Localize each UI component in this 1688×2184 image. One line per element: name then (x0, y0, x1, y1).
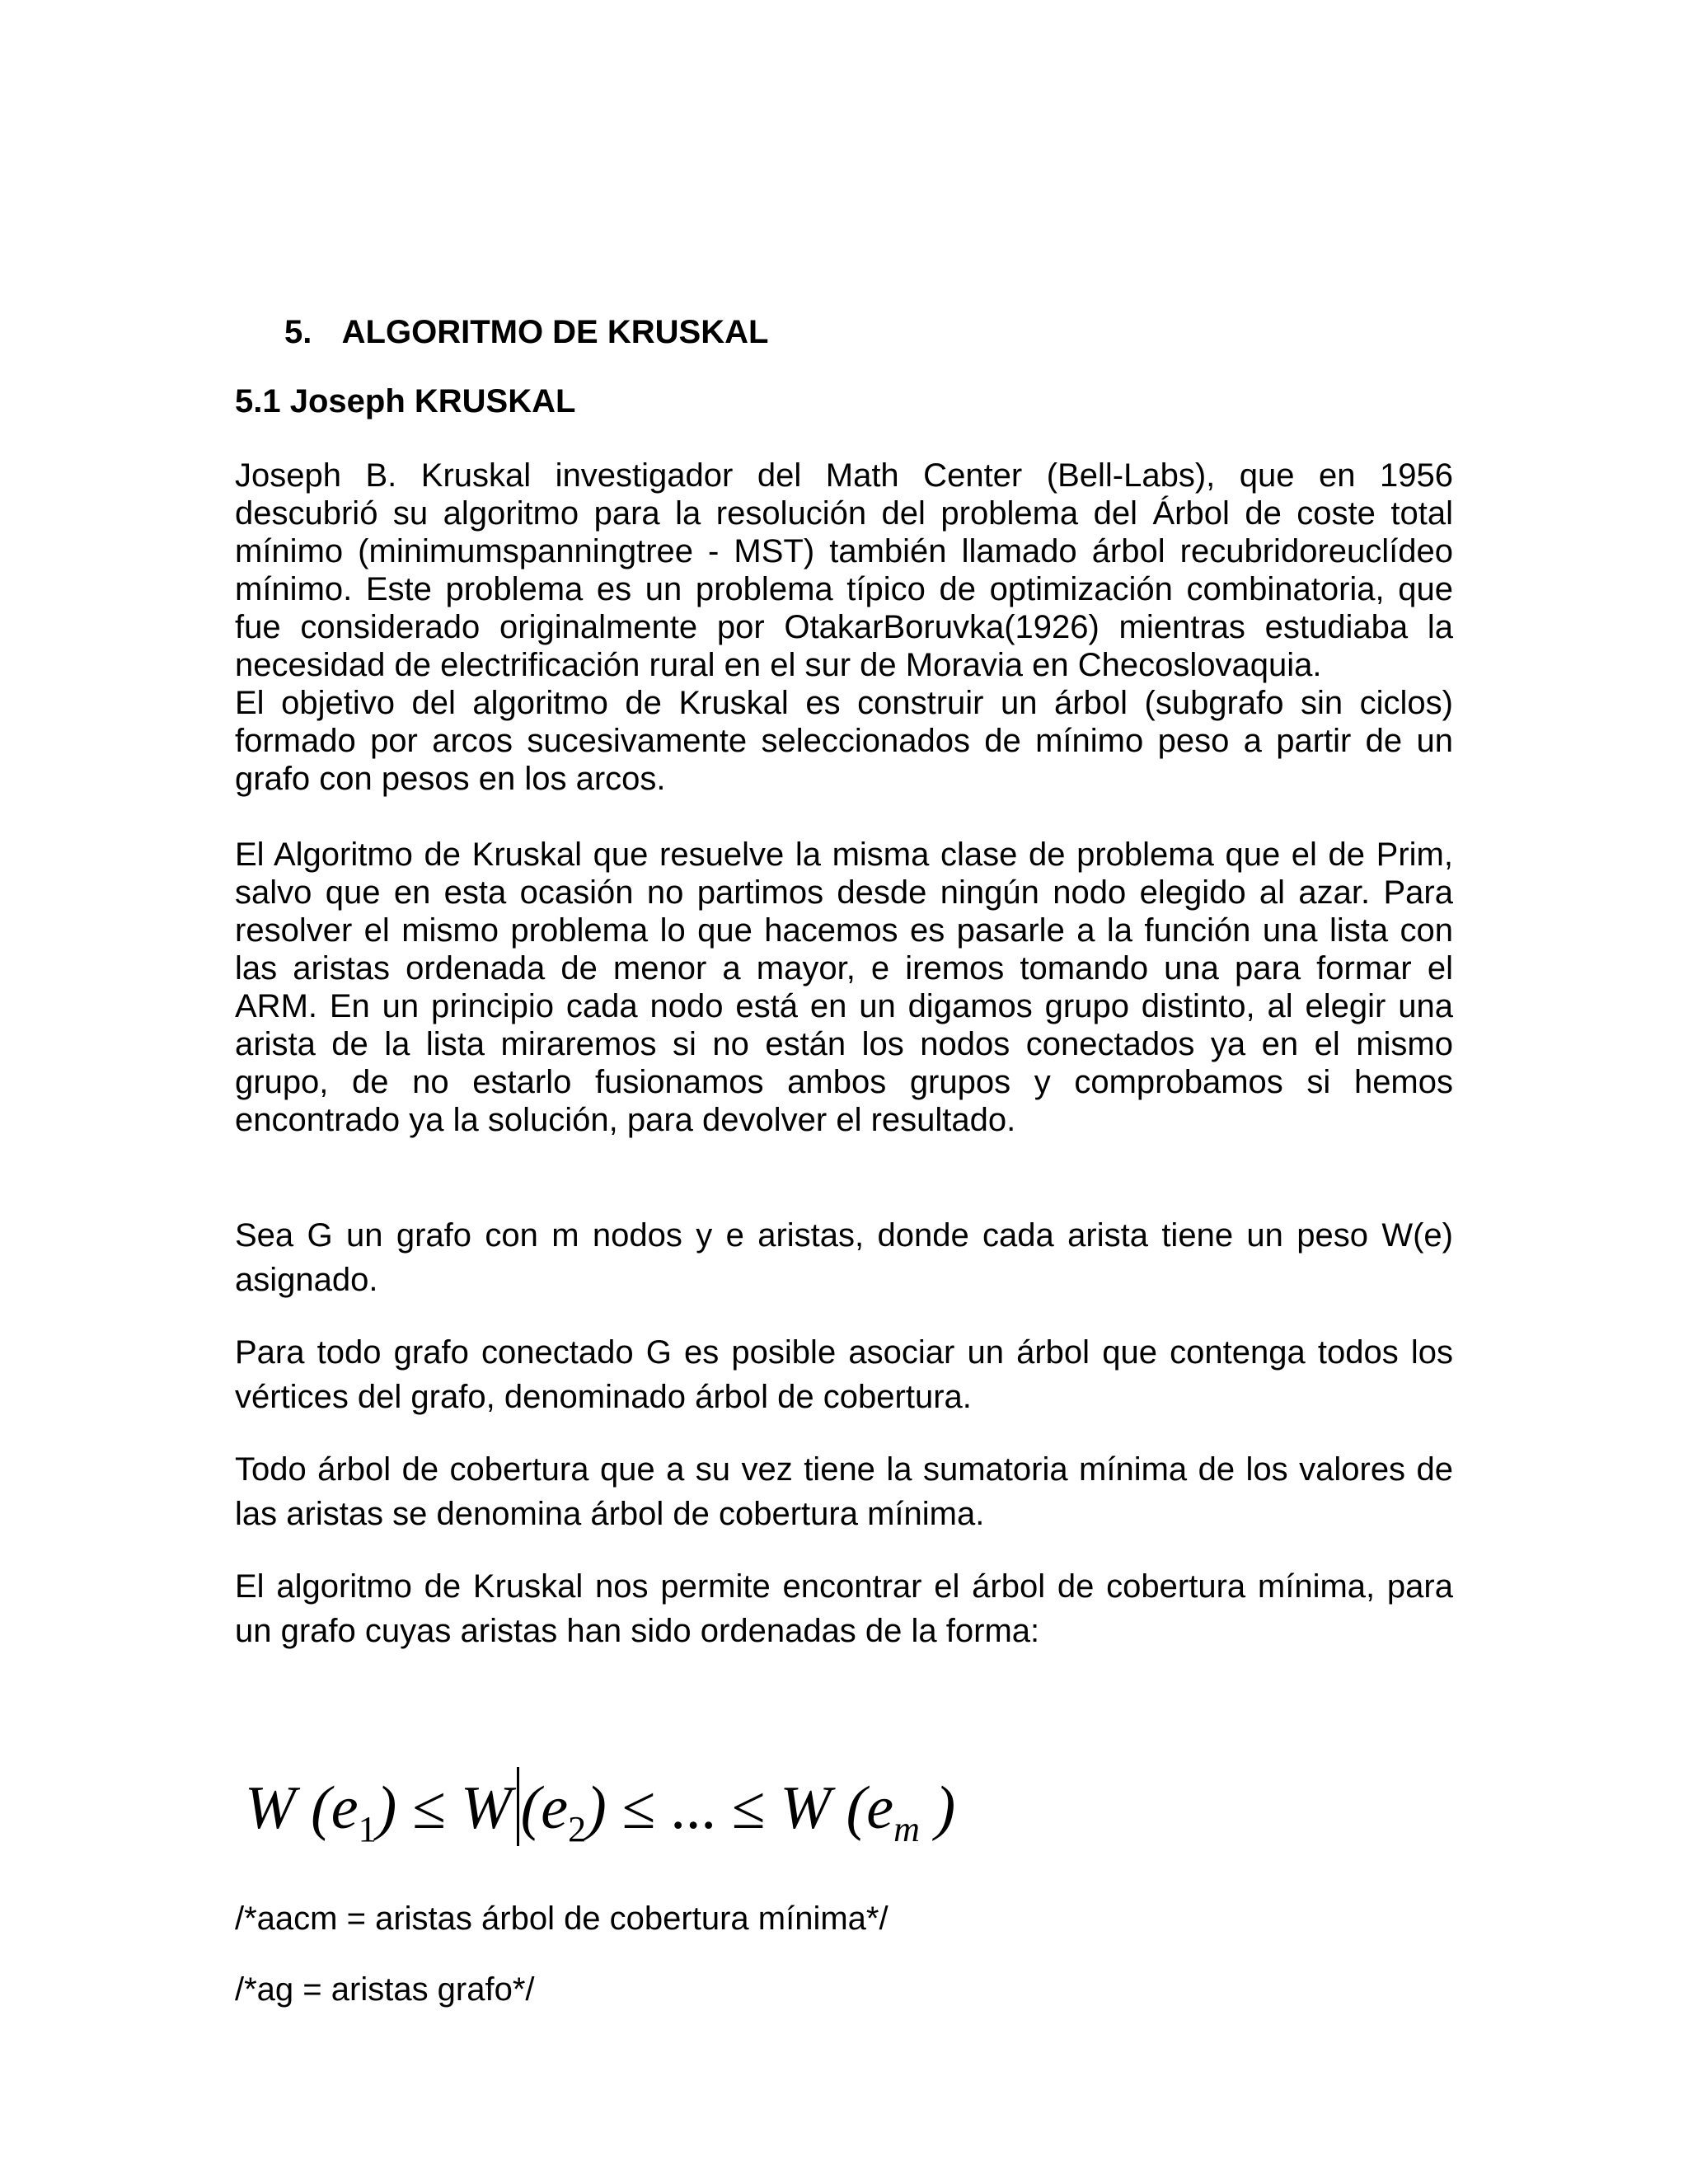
comment-aacm: /*aacm = aristas árbol de cobertura mínima*/ (235, 1900, 889, 1937)
paragraph-kruskal-bio: Joseph B. Kruskal investigador del Math Center (Bell-Labs), que en 1956 descubrió su algoritmo para la resolución del problema del Árbol de coste total mínimo (minimumspanningtree - MST) también llamado árbol recubridoreuclídeo mínimo. Este problema es un problema típico de optimización combinatoria, que fue considerado originalmente por OtakarBoruvka(1926) mientras estudiaba la necesidad de electrificación rural en el sur de Moravia en Checoslovaquia. (235, 457, 1453, 683)
paragraph-spanning-tree: Para todo grafo conectado G es posible asociar un árbol que contenga todos los vértices del grafo, denominado árbol de cobertura. (235, 1334, 1453, 1415)
paragraph-minimum-spanning-tree: Todo árbol de cobertura que a su vez tiene la sumatoria mínima de los valores de las aristas se denomina árbol de cobertura mínima. (235, 1451, 1453, 1532)
section-number: 5. (284, 314, 312, 350)
paragraph-ordering-intro: El algoritmo de Kruskal nos permite encontrar el árbol de cobertura mínima, para un grafo cuyas aristas han sido ordenadas de la forma: (235, 1568, 1453, 1649)
document-page (235, 313, 1453, 2041)
edge-weight-ordering-formula: W $(e_1) \le W$ $(e_2)$ ≤ ... ≤ W ($e_m$ ) (245, 1767, 1453, 1867)
text-cursor (517, 1767, 519, 1846)
formula-w2: W (460, 1774, 512, 1842)
paragraph-algorithm-description: El Algoritmo de Kruskal que resuelve la misma clase de problema que el de Prim, salvo que en esta ocasión no partimos desde ningún nodo elegido al azar. Para resolver el mismo problema lo que hacemos es pasarle a la función una lista con las aristas ordenada de menor a mayor, e iremos tomando una para formar el ARM. En un principio cada nodo está en un digamos grupo distinto, al elegir una arista de la lista miraremos si no están los nodos conectados ya en el mismo grupo, de no estarlo fusionamos ambos grupos y comprobamos si hemos encontrado ya la solución, para devolver el resultado. (235, 837, 1453, 1138)
section-title-text: ALGORITMO DE KRUSKAL (341, 314, 769, 350)
paragraph-objective: El objetivo del algoritmo de Kruskal es construir un árbol (subgrafo sin ciclos) formado por arcos sucesivamente seleccionados de mínimo peso a partir de un grafo con pesos en los arcos. (235, 685, 1453, 797)
paragraph-graph-definition: Sea G un grafo con m nodos y e aristas, donde cada arista tiene un peso W(e) asignado. (235, 1217, 1453, 1298)
comment-ag: /*ag = aristas grafo*/ (235, 1971, 535, 2008)
section-heading (284, 313, 1453, 351)
subsection-heading: 5.1 Joseph KRUSKAL (235, 383, 576, 419)
